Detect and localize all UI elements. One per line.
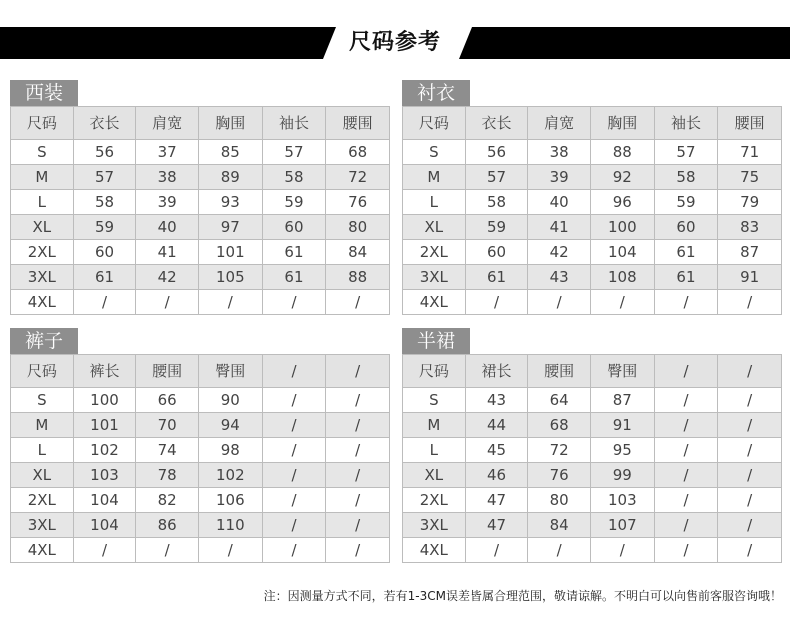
column-header: /: [326, 355, 390, 388]
table-row: [403, 438, 782, 463]
size-label-cell: S: [11, 140, 74, 165]
measurement-cell: 76: [528, 463, 591, 488]
table-header-row: [11, 355, 390, 388]
table-row: [403, 140, 782, 165]
measurement-cell: 61: [262, 240, 326, 265]
measurement-cell: 41: [528, 215, 591, 240]
size-label-cell: M: [403, 413, 466, 438]
measurement-cell: /: [654, 388, 718, 413]
measurement-cell: 43: [528, 265, 591, 290]
table-row: [403, 265, 782, 290]
measurement-cell: 61: [465, 265, 528, 290]
measurement-cell: 40: [136, 215, 199, 240]
table-row: [11, 463, 390, 488]
table-row: [11, 215, 390, 240]
measurement-cell: 107: [590, 513, 654, 538]
measurement-cell: 59: [262, 190, 326, 215]
measurement-cell: /: [198, 538, 262, 563]
measurement-cell: /: [262, 488, 326, 513]
measurement-cell: 57: [654, 140, 718, 165]
column-header: 腰围: [326, 107, 390, 140]
measurement-cell: 94: [198, 413, 262, 438]
measurement-cell: 87: [590, 388, 654, 413]
measurement-cell: /: [326, 513, 390, 538]
table-row: [403, 463, 782, 488]
column-header: 衣长: [73, 107, 136, 140]
measurement-cell: /: [198, 290, 262, 315]
measurement-cell: /: [73, 290, 136, 315]
measurement-cell: 58: [465, 190, 528, 215]
measurement-cell: 61: [654, 240, 718, 265]
measurement-cell: 56: [73, 140, 136, 165]
measurement-cell: 57: [465, 165, 528, 190]
column-header: 尺码: [403, 107, 466, 140]
table-row: [11, 513, 390, 538]
size-label-cell: L: [403, 438, 466, 463]
measurement-cell: 74: [136, 438, 199, 463]
measurement-cell: 110: [198, 513, 262, 538]
measurement-cell: 86: [136, 513, 199, 538]
measurement-cell: 58: [73, 190, 136, 215]
size-label-cell: M: [11, 165, 74, 190]
measurement-cell: /: [262, 290, 326, 315]
measurement-cell: /: [654, 413, 718, 438]
measurement-cell: 102: [73, 438, 136, 463]
measurement-cell: /: [326, 413, 390, 438]
measurement-cell: 44: [465, 413, 528, 438]
measurement-cell: /: [718, 538, 782, 563]
size-label-cell: L: [403, 190, 466, 215]
measurement-cell: /: [654, 538, 718, 563]
measurement-cell: 76: [326, 190, 390, 215]
table-row: [11, 290, 390, 315]
measurement-cell: 91: [718, 265, 782, 290]
column-header: 尺码: [11, 355, 74, 388]
measurement-cell: /: [262, 513, 326, 538]
measurement-cell: /: [73, 538, 136, 563]
measurement-cell: 40: [528, 190, 591, 215]
measurement-cell: 88: [590, 140, 654, 165]
table-row: [11, 265, 390, 290]
measurement-cell: 59: [654, 190, 718, 215]
size-label-cell: S: [11, 388, 74, 413]
measurement-cell: 70: [136, 413, 199, 438]
measurement-cell: 41: [136, 240, 199, 265]
measurement-cell: 42: [528, 240, 591, 265]
measurement-cell: 57: [73, 165, 136, 190]
size-label-cell: XL: [403, 215, 466, 240]
size-label-cell: 4XL: [11, 290, 74, 315]
measurement-cell: 100: [73, 388, 136, 413]
size-label-cell: XL: [11, 463, 74, 488]
measurement-cell: 64: [528, 388, 591, 413]
measurement-cell: 84: [326, 240, 390, 265]
measurement-cell: 99: [590, 463, 654, 488]
measurement-cell: 72: [326, 165, 390, 190]
measurement-cell: 47: [465, 488, 528, 513]
measurement-cell: 80: [326, 215, 390, 240]
column-header: /: [654, 355, 718, 388]
column-header: 肩宽: [136, 107, 199, 140]
measurement-cell: /: [528, 290, 591, 315]
measurement-cell: 78: [136, 463, 199, 488]
measurement-cell: 66: [136, 388, 199, 413]
measurement-cell: 39: [528, 165, 591, 190]
measurement-cell: 101: [198, 240, 262, 265]
measurement-cell: 93: [198, 190, 262, 215]
size-label-cell: S: [403, 140, 466, 165]
column-header: 臀围: [198, 355, 262, 388]
measurement-cell: 61: [73, 265, 136, 290]
table-row: [11, 388, 390, 413]
measurement-cell: 84: [528, 513, 591, 538]
table-row: [403, 215, 782, 240]
measurement-cell: 101: [73, 413, 136, 438]
table-tab-label: 西装: [10, 80, 78, 106]
measurement-cell: 46: [465, 463, 528, 488]
measurement-cell: 91: [590, 413, 654, 438]
measurement-cell: /: [654, 438, 718, 463]
size-table: [10, 106, 390, 315]
measurement-cell: 104: [590, 240, 654, 265]
measurement-cell: 104: [73, 488, 136, 513]
column-header: 袖长: [654, 107, 718, 140]
table-row: [11, 413, 390, 438]
measurement-cell: 105: [198, 265, 262, 290]
measurement-cell: 72: [528, 438, 591, 463]
size-label-cell: XL: [11, 215, 74, 240]
table-row: [403, 513, 782, 538]
table-row: [403, 290, 782, 315]
measurement-cell: /: [590, 538, 654, 563]
measurement-cell: 56: [465, 140, 528, 165]
measurement-cell: /: [262, 463, 326, 488]
measurement-cell: 60: [654, 215, 718, 240]
column-header: 肩宽: [528, 107, 591, 140]
size-label-cell: 4XL: [403, 538, 466, 563]
size-label-cell: L: [11, 438, 74, 463]
table-row: [403, 413, 782, 438]
size-label-cell: 2XL: [11, 488, 74, 513]
measurement-cell: 103: [590, 488, 654, 513]
measurement-cell: 95: [590, 438, 654, 463]
measurement-cell: 96: [590, 190, 654, 215]
measurement-cell: /: [528, 538, 591, 563]
measurement-cell: 37: [136, 140, 199, 165]
measurement-cell: /: [262, 538, 326, 563]
column-header: 腰围: [136, 355, 199, 388]
column-header: 袖长: [262, 107, 326, 140]
table-row: [403, 240, 782, 265]
measurement-cell: /: [465, 290, 528, 315]
size-table: [10, 354, 390, 563]
measurement-cell: /: [262, 438, 326, 463]
measurement-cell: /: [654, 463, 718, 488]
column-header: 腰围: [718, 107, 782, 140]
size-table: [402, 354, 782, 563]
measurement-cell: /: [654, 488, 718, 513]
table-row: [11, 538, 390, 563]
table-row: [11, 240, 390, 265]
measurement-cell: 79: [718, 190, 782, 215]
measurement-cell: 80: [528, 488, 591, 513]
measurement-cell: /: [262, 388, 326, 413]
size-label-cell: S: [403, 388, 466, 413]
measurement-cell: 75: [718, 165, 782, 190]
measurement-cell: /: [718, 388, 782, 413]
measurement-cell: /: [718, 463, 782, 488]
column-header: 衣长: [465, 107, 528, 140]
column-header: 胸围: [198, 107, 262, 140]
column-header: /: [718, 355, 782, 388]
size-label-cell: 2XL: [11, 240, 74, 265]
measurement-cell: 38: [136, 165, 199, 190]
measurement-cell: 90: [198, 388, 262, 413]
measurement-cell: /: [718, 290, 782, 315]
measurement-cell: /: [136, 290, 199, 315]
table-tab-label: 半裙: [402, 328, 470, 354]
column-header: 腰围: [528, 355, 591, 388]
measurement-cell: 38: [528, 140, 591, 165]
measurement-cell: 83: [718, 215, 782, 240]
measurement-cell: 100: [590, 215, 654, 240]
table-row: [403, 190, 782, 215]
table-row: [11, 438, 390, 463]
measurement-cell: 39: [136, 190, 199, 215]
measurement-cell: 87: [718, 240, 782, 265]
measurement-cell: /: [326, 290, 390, 315]
measurement-cell: /: [262, 413, 326, 438]
measurement-cell: /: [465, 538, 528, 563]
size-table: [402, 106, 782, 315]
measurement-cell: 71: [718, 140, 782, 165]
measurement-cell: 106: [198, 488, 262, 513]
size-label-cell: 4XL: [11, 538, 74, 563]
size-label-cell: 3XL: [403, 513, 466, 538]
measurement-cell: 60: [465, 240, 528, 265]
measurement-cell: 57: [262, 140, 326, 165]
measurement-cell: 60: [73, 240, 136, 265]
size-label-cell: L: [11, 190, 74, 215]
table-header-row: [403, 355, 782, 388]
measurement-cell: /: [654, 290, 718, 315]
size-label-cell: 2XL: [403, 240, 466, 265]
measurement-cell: 68: [528, 413, 591, 438]
measurement-cell: /: [654, 513, 718, 538]
table-tab-label: 衬衣: [402, 80, 470, 106]
column-header: 尺码: [403, 355, 466, 388]
measurement-cell: /: [718, 413, 782, 438]
table-row: [11, 140, 390, 165]
measurement-cell: /: [718, 513, 782, 538]
measurement-cell: 61: [654, 265, 718, 290]
table-row: [403, 488, 782, 513]
measurement-cell: 59: [73, 215, 136, 240]
page-title: 尺码参考: [348, 30, 441, 55]
column-header: 裤长: [73, 355, 136, 388]
measurement-cell: 42: [136, 265, 199, 290]
measurement-cell: /: [326, 538, 390, 563]
measurement-cell: /: [590, 290, 654, 315]
size-label-cell: 3XL: [11, 265, 74, 290]
measurement-cell: 82: [136, 488, 199, 513]
size-label-cell: 2XL: [403, 488, 466, 513]
measurement-cell: 108: [590, 265, 654, 290]
measurement-cell: 47: [465, 513, 528, 538]
measurement-cell: 102: [198, 463, 262, 488]
table-row: [11, 190, 390, 215]
measurement-cell: /: [718, 438, 782, 463]
measurement-cell: 61: [262, 265, 326, 290]
table-header-row: [11, 107, 390, 140]
size-label-cell: 3XL: [403, 265, 466, 290]
measurement-cell: 43: [465, 388, 528, 413]
table-row: [11, 488, 390, 513]
table-header-row: [403, 107, 782, 140]
measurement-cell: /: [326, 488, 390, 513]
measurement-cell: 85: [198, 140, 262, 165]
table-row: [403, 388, 782, 413]
measurement-cell: 58: [262, 165, 326, 190]
column-header: 胸围: [590, 107, 654, 140]
measurement-cell: 98: [198, 438, 262, 463]
measurement-cell: /: [326, 388, 390, 413]
measurement-cell: 68: [326, 140, 390, 165]
measurement-cell: /: [136, 538, 199, 563]
measurement-cell: 89: [198, 165, 262, 190]
table-row: [403, 538, 782, 563]
measurement-cell: 88: [326, 265, 390, 290]
measurement-cell: /: [718, 488, 782, 513]
table-row: [403, 165, 782, 190]
size-label-cell: M: [11, 413, 74, 438]
column-header: 臀围: [590, 355, 654, 388]
table-tab-label: 裤子: [10, 328, 78, 354]
size-label-cell: 3XL: [11, 513, 74, 538]
column-header: 裙长: [465, 355, 528, 388]
measurement-cell: 104: [73, 513, 136, 538]
measurement-cell: 97: [198, 215, 262, 240]
column-header: 尺码: [11, 107, 74, 140]
footer-note: 注：因测量方式不同，若有1-3CM误差皆属合理范围，敬请谅解。不明白可以向售前客服咨询哦！: [263, 589, 782, 603]
measurement-cell: 60: [262, 215, 326, 240]
measurement-cell: 92: [590, 165, 654, 190]
measurement-cell: 103: [73, 463, 136, 488]
size-label-cell: 4XL: [403, 290, 466, 315]
measurement-cell: 59: [465, 215, 528, 240]
measurement-cell: 58: [654, 165, 718, 190]
measurement-cell: /: [326, 438, 390, 463]
table-row: [11, 165, 390, 190]
size-label-cell: XL: [403, 463, 466, 488]
measurement-cell: 45: [465, 438, 528, 463]
column-header: /: [262, 355, 326, 388]
size-label-cell: M: [403, 165, 466, 190]
measurement-cell: /: [326, 463, 390, 488]
